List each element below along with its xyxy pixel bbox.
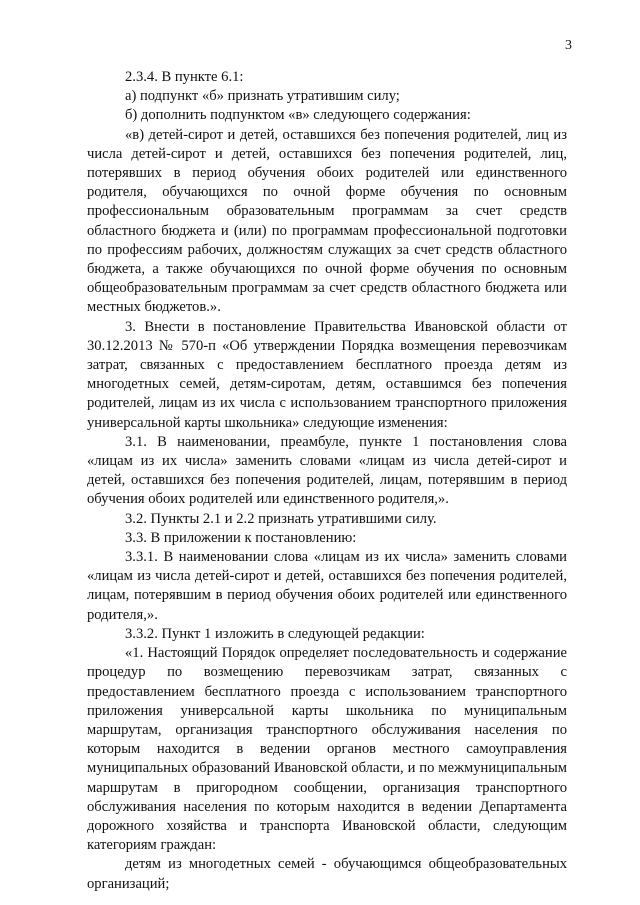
paragraph-3: 3. Внести в постановление Правительства Ивановской области от 30.12.2013 № 570-п «Об утверждении Порядка возмещения перевозчикам затрат, связанных с предоставлением бесплатного проезда детям из многодетных семей, детям-сиротам, детям, оставшимся без попечения родителей, лицам из их числа с использованием транспортного приложения универсальной карты школьника» следующие изменения: — [87, 318, 567, 431]
page-number: 3 — [565, 38, 572, 53]
paragraph-3-1: 3.1. В наименовании, преамбуле, пункте 1 постановления слова «лицам из их числа» заменить словами «лицам из числа детей-сирот и детей, оставшихся без попечения родителей, лицам, потерявшим в период обучения обоих родителей или единственного родителя,». — [87, 433, 567, 508]
document-body — [87, 68, 567, 894]
paragraph-subpoint-b: б) дополнить подпунктом «в» следующего содержания: — [125, 107, 471, 124]
paragraph-point-1-text: «1. Настоящий Порядок определяет последовательность и содержание процедур по возмещению перевозчикам затрат, связанных с предоставлением бесплатного проезда с использованием транспортного приложения универсальной карты школьника по муниципальным маршрутам, организация транспортного обслуживания населения по которым находится в ведении органов местного самоуправления муниципальных образований Ивановской области, и по межмуниципальным маршрутам в пригородном сообщении, организация транспортного обслуживания населения по которым находится в ведении Департамента дорожного хозяйства и транспорта Ивановской области, следующим категориям граждан: — [87, 645, 567, 854]
paragraph-3-3: 3.3. В приложении к постановлению: — [125, 529, 357, 546]
paragraph-3-3-2: 3.3.2. Пункт 1 изложить в следующей редакции: — [125, 625, 425, 642]
paragraph-3-3-1: 3.3.1. В наименовании слова «лицам из их числа» заменить словами «лицам из числа детей-сирот и детей, оставшихся без попечения родителей, лицам, потерявшим в период обучения обоих родителей или единственного родителя,». — [87, 549, 567, 623]
paragraph-2-3-4: 2.3.4. В пункте 6.1: — [125, 69, 244, 85]
paragraph-category-large-families: детям из многодетных семей - обучающимся общеобразовательных организаций; — [87, 856, 567, 892]
paragraph-3-2: 3.2. Пункты 2.1 и 2.2 признать утратившими силу. — [125, 510, 437, 527]
paragraph-subpoint-a: а) подпункт «б» признать утратившим силу; — [125, 88, 400, 105]
paragraph-subpoint-v-text: «в) детей-сирот и детей, оставшихся без попечения родителей, лиц из числа детей-сирот и детей, оставшихся без попечения родителей, лиц, потерявших в период обучения обоих родителей или единственного родителя, обучающихся по очной форме обучения по основным профессиональным образовательным программам за счет средств областного бюджета и (или) по программам профессиональной подготовки по профессиям рабочих, должностям служащих за счет средств областного бюджета, а также обучающихся по очной форме обучения по основным общеобразовательным программам за счет средств областного бюджета или местных бюджетов.». — [87, 126, 567, 316]
